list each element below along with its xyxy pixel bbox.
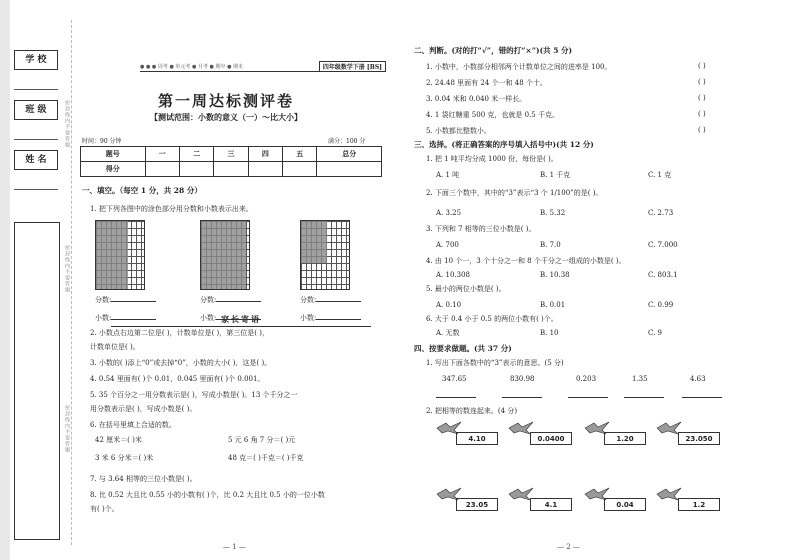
- score-cell[interactable]: [214, 162, 248, 177]
- score-table: [80, 146, 382, 177]
- judge-1-answer[interactable]: ( ): [698, 62, 706, 70]
- problem-2: 2. 把相等的数连起来。(4 分): [426, 407, 518, 415]
- section-2-heading: 二、判断。(对的打“√”，错的打“×”)(共 5 分): [414, 46, 573, 55]
- fraction-answer-2[interactable]: [200, 294, 261, 305]
- question-2-cont: 计数单位是( )。: [90, 343, 140, 351]
- question-8-cont: 有( )个。: [90, 505, 119, 513]
- section-1-heading: 一、填空。（每空 1 分，共 28 分）: [82, 186, 202, 195]
- score-cell[interactable]: [179, 162, 213, 177]
- figure-grid-2: [200, 220, 250, 290]
- choice-1-option-c[interactable]: C. 1 克: [648, 171, 672, 179]
- choice-5-option-b[interactable]: B. 0.01: [540, 301, 566, 309]
- question-8: 8. 比 0.52 大且比 0.55 小的小数有( )个，比 0.2 大且比 0.5 小的一位小数: [90, 491, 325, 499]
- number-box-bottom[interactable]: 1.2: [678, 498, 720, 511]
- page-title: 第一周达标测评卷: [157, 92, 294, 110]
- name-field[interactable]: [14, 172, 58, 190]
- page-number-2: — 2 —: [557, 543, 580, 551]
- school-field[interactable]: [14, 72, 58, 90]
- answer-line[interactable]: [436, 390, 476, 401]
- figure-grid-1: [95, 220, 145, 290]
- judge-5-answer[interactable]: ( ): [698, 126, 706, 134]
- number-box-bottom[interactable]: 0.04: [604, 498, 646, 511]
- question-5-cont: 用分数表示是( )，写成小数是( )。: [90, 405, 197, 413]
- fraction-label: 分数:: [200, 296, 217, 304]
- fraction-label: 分数:: [95, 296, 112, 304]
- answer-line[interactable]: [682, 390, 722, 401]
- choice-2-option-b[interactable]: B. 5.32: [540, 209, 566, 217]
- seal-text: 密封线内不要答题: [64, 100, 70, 148]
- question-6c: 3 米 6 分米＝( )米: [95, 454, 154, 462]
- number-box-top[interactable]: 4.10: [456, 432, 498, 445]
- judge-1: 1. 小数中，小数部分相邻两个计数单位之间的进率是 100。: [426, 63, 612, 71]
- decimal-label: 小数:: [200, 314, 217, 322]
- shaded-area: [301, 221, 327, 263]
- judge-5: 5. 小数都比整数小。: [426, 127, 491, 135]
- school-label: 学 校: [14, 50, 58, 70]
- score-header-cell: 题号: [81, 147, 146, 162]
- number-box-top[interactable]: 23.050: [678, 432, 720, 445]
- question-6d: 48 克＝( )千克＝( )千克: [228, 454, 304, 462]
- score-cell[interactable]: [317, 162, 382, 177]
- number-box-top[interactable]: 1.20: [604, 432, 646, 445]
- number-box-bottom[interactable]: 4.1: [530, 498, 572, 511]
- score-header-cell: 三: [214, 147, 248, 162]
- section-3-heading: 三、选择。(将正确答案的序号填入括号中)(共 12 分): [414, 140, 594, 149]
- choice-6-option-b[interactable]: B. 10: [540, 329, 559, 337]
- score-cell[interactable]: [283, 162, 317, 177]
- score-cell[interactable]: [145, 162, 179, 177]
- judge-4-answer[interactable]: ( ): [698, 110, 706, 118]
- choice-4-option-c[interactable]: C. 803.1: [648, 271, 678, 279]
- score-header-cell: 一: [145, 147, 179, 162]
- class-field[interactable]: [14, 122, 58, 140]
- choice-4-option-b[interactable]: B. 10.38: [540, 271, 570, 279]
- decimal-answer-3[interactable]: [300, 312, 361, 323]
- choice-6-option-a[interactable]: A. 无数: [436, 329, 460, 337]
- choice-3-option-a[interactable]: A. 700: [436, 241, 459, 249]
- decimal-label: 小数:: [300, 314, 317, 322]
- seal-text: 密封线内不要答题: [64, 245, 70, 293]
- figure-grid-3: [300, 220, 350, 290]
- choice-5-option-a[interactable]: A. 0.10: [436, 301, 462, 309]
- number-box-top[interactable]: 0.0400: [530, 432, 572, 445]
- score-cell[interactable]: [248, 162, 282, 177]
- shaded-area: [96, 221, 128, 289]
- choice-4: 4. 由 10 个一，3 个十分之一和 8 个千分之一组成的小数是( )。: [426, 257, 626, 265]
- score-header-cell: 五: [283, 147, 317, 162]
- number-box-bottom[interactable]: 23.05: [456, 498, 498, 511]
- question-6a: 42 厘米＝( )米: [95, 436, 142, 444]
- judge-2: 2. 24.48 里面有 24 个一和 48 个十。: [426, 79, 547, 87]
- score-header-cell: 总分: [317, 147, 382, 162]
- student-info-sidebar: [14, 50, 60, 200]
- question-7: 7. 与 3.64 相等的三位小数是( )。: [90, 475, 197, 483]
- choice-5: 5. 最小的两位小数是( )。: [426, 285, 506, 293]
- judge-3-answer[interactable]: ( ): [698, 94, 706, 102]
- choice-2-option-a[interactable]: A. 3.25: [436, 209, 462, 217]
- grade-tag: 四年级数学下册 [BS]: [319, 61, 386, 72]
- choice-3-option-c[interactable]: C. 7.000: [648, 241, 678, 249]
- number-item: 347.65: [442, 375, 467, 383]
- fraction-answer-1[interactable]: [95, 294, 156, 305]
- score-table-header: [81, 147, 382, 162]
- question-3: 3. 小数的( )添上“0”或去掉“0”，小数的大小( )，这是( )。: [90, 359, 272, 367]
- answer-line[interactable]: [568, 390, 608, 401]
- score-table-row: [81, 162, 382, 177]
- header-bar: [140, 62, 386, 72]
- choice-1: 1. 把 1 吨平均分成 1000 份，每份是( )。: [426, 155, 558, 163]
- class-label: 班 级: [14, 100, 58, 120]
- header-rule: [140, 71, 386, 72]
- question-5: 5. 35 个百分之一用分数表示是( )，写成小数是( )。13 个千分之一: [90, 391, 298, 399]
- time-limit: 时间：90 分钟: [82, 138, 122, 145]
- answer-line[interactable]: [502, 390, 542, 401]
- number-item: 1.35: [632, 375, 648, 383]
- judge-3: 3. 0.04 米和 0.040 米一样长。: [426, 95, 527, 103]
- fraction-answer-3[interactable]: [300, 294, 361, 305]
- choice-4-option-a[interactable]: A. 10.308: [436, 271, 470, 279]
- judge-2-answer[interactable]: ( ): [698, 78, 706, 86]
- answer-line[interactable]: [624, 390, 664, 401]
- choice-2: 2. 下面三个数中，其中的“3”表示“3 个 1/100”的是( )。: [426, 189, 603, 197]
- seal-text: 密封线内不要答题: [64, 405, 70, 453]
- score-header-cell: 四: [248, 147, 282, 162]
- question-2: 2. 小数点右边第二位是( )，计数单位是( )，第三位是( )，: [90, 329, 269, 337]
- choice-5-option-c[interactable]: C. 0.99: [648, 301, 674, 309]
- fraction-label: 分数:: [300, 296, 317, 304]
- parent-message-label: 家长寄语: [111, 313, 371, 327]
- name-label: 姓 名: [14, 150, 58, 170]
- choice-1-option-b[interactable]: B. 1 千克: [540, 171, 571, 179]
- choice-6-option-c[interactable]: C. 9: [648, 329, 663, 337]
- number-item: 830.98: [510, 375, 535, 383]
- page-number-1: — 1 —: [223, 543, 246, 551]
- question-4: 4. 0.54 里面有( )个 0.01，0.045 里面有( )个 0.001。: [90, 375, 265, 383]
- decimal-answer-1[interactable]: [95, 312, 156, 323]
- score-header-cell: 二: [179, 147, 213, 162]
- shaded-area: [201, 221, 246, 289]
- decimal-label: 小数:: [95, 314, 112, 322]
- choice-3-option-b[interactable]: B. 7.0: [540, 241, 561, 249]
- test-scope: 【测试范围：小数的意义（一）～比大小】: [150, 112, 302, 122]
- number-item: 4.63: [690, 375, 706, 383]
- question-1: 1. 把下列各图中的涂色部分用分数和小数表示出来。: [90, 205, 253, 213]
- problem-1: 1. 写出下面各数中的“3”表示的意思。(5 分): [426, 359, 564, 367]
- question-6b: 5 元 6 角 7 分＝( )元: [228, 436, 296, 444]
- section-4-heading: 四、按要求做题。(共 37 分): [414, 344, 512, 353]
- score-row-label: 得分: [81, 162, 146, 177]
- seal-line: [71, 20, 72, 545]
- number-item: 0.203: [576, 375, 597, 383]
- choice-2-option-c[interactable]: C. 2.73: [648, 209, 674, 217]
- binding-margin: [0, 0, 10, 560]
- decimal-answer-2[interactable]: [200, 312, 261, 323]
- choice-6: 6. 大于 0.4 小于 0.5 的两位小数有( )个。: [426, 315, 558, 323]
- choice-3: 3. 下列和 7 相等的三位小数是( )。: [426, 225, 536, 233]
- question-6: 6. 在括号里填上合适的数。: [90, 421, 176, 429]
- exam-type-nav: ● ● ● 周考 ● 单元考 ● 月考 ● 期中 ● 期末: [140, 64, 244, 70]
- full-score: 满分：100 分: [328, 138, 366, 145]
- judge-4: 4. 1 袋红糖重 500 克，也就是 0.5 千克。: [426, 111, 559, 119]
- choice-1-option-a[interactable]: A. 1 吨: [436, 171, 460, 179]
